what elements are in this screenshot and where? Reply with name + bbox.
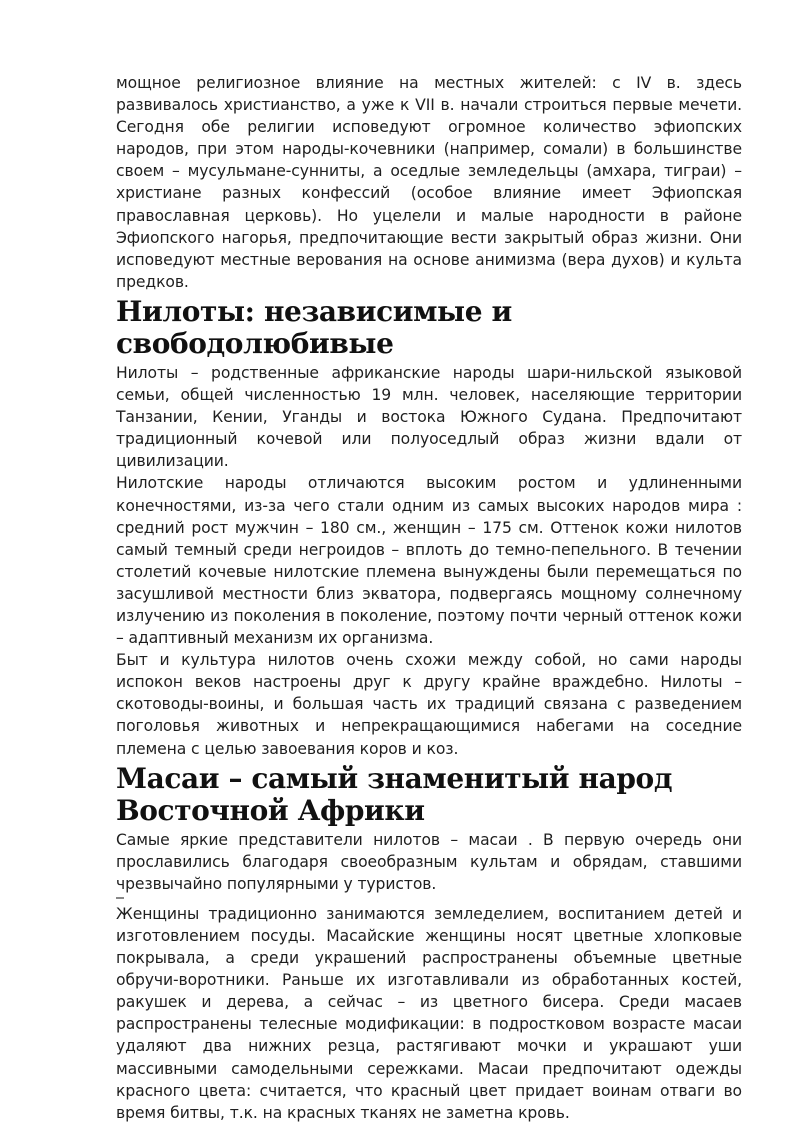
document-page	[116, 72, 742, 1124]
section-heading-nilots: Нилоты: независимые и свободолюбивые	[116, 294, 512, 360]
nilots-paragraph-1: Нилоты – родственные африканские народы шари-нильской языковой семьи, общей численностью 19 млн. человек, населяющие территории Танзании, Кении, Уганды и востока Южного Судана. Предпочитают традиционный кочевой или полуоседлый образ жизни вдали от цивилизации.	[116, 363, 742, 471]
masai-paragraph-1: Самые яркие представители нилотов – масаи . В первую очередь они прославились благодаря своеобразным культам и обрядам, ставшими чрезвычайно популярными у туристов.	[116, 830, 742, 893]
section-heading-masai: Масаи – самый знаменитый народ Восточной Африки	[116, 761, 673, 827]
intro-paragraph: мощное религиозное влияние на местных жителей: с IV в. здесь развивалось христианство, а уже к VII в. начали строиться первые мечети. Сегодня обе религии исповедуют огромное количество эфиопских народов, при этом народы-кочевники (например, сомали) в большинстве своем – мусульмане-сунниты, а оседлые земледельцы (амхара, тиграи) – христиане разных конфессий (особое влияние имеет Эфиопская православная церковь). Но уцелели и малые народности в районе Эфиопского нагорья, предпочитающие вести закрытый образ жизни. Они исповедуют местные верования на основе анимизма (вера духов) и культа предков.	[116, 74, 742, 291]
nilots-paragraph-2: Нилотские народы отличаются высоким ростом и удлиненными конечностями, из-за чего стали одним из самых высоких народов мира : средний рост мужчин – 180 см., женщин – 175 см. Оттенок кожи нилотов самый темный среди негроидов – вплоть до темно-пепельного. В течении столетий кочевые нилотские племена вынуждены были перемещаться по засушливой местности близ экватора, подвергаясь мощному солнечному излучению из поколения в поколение, поэтому почти черный оттенок кожи – адаптивный механизм их организма.	[116, 474, 742, 648]
nilots-paragraph-3: Быт и культура нилотов очень схожи между собой, но сами народы испокон веков настроены друг к другу крайне враждебно. Нилоты – скотоводы-воины, и большая часть их традиций связана с разведением поголовья животных и непрекращающимися набегами на соседние племена с целью завоевания коров и коз.	[116, 651, 742, 758]
divider-mark	[116, 897, 124, 899]
masai-paragraph-2: Женщины традиционно занимаются земледелием, воспитанием детей и изготовлением посуды. Масайские женщины носят цветные хлопковые покрывала, а среди украшений распространены объемные цветные обручи-воротники. Раньше их изготавливали из обработанных костей, ракушек и дерева, а сейчас – из цветного бисера. Среди масаев распространены телесные модификации: в подростковом возрасте масаи удаляют два нижних резца, растягивают мочки и украшают уши массивными самодельными сережками. Масаи предпочитают одежды красного цвета: считается, что красный цвет придает воинам отваги во время битвы, т.к. на красных тканях не заметна кровь.	[116, 904, 742, 1122]
